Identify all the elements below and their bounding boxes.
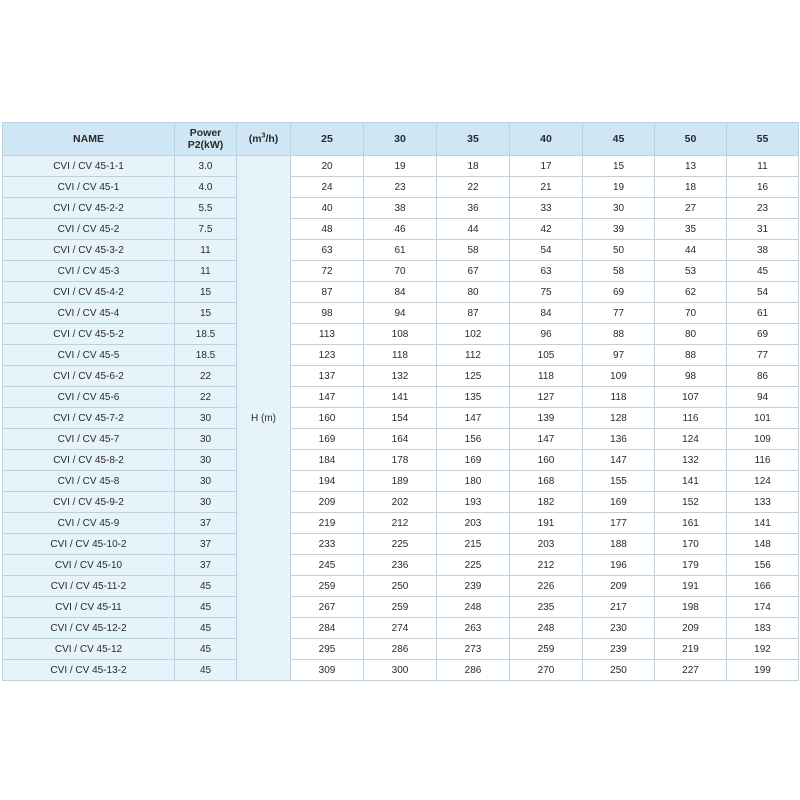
table-row <box>3 366 799 387</box>
head-value-cell: 147 <box>510 429 583 450</box>
power-cell: 45 <box>175 597 237 618</box>
head-value-cell: 161 <box>655 513 727 534</box>
head-value-cell: 141 <box>364 387 437 408</box>
head-value-cell: 217 <box>583 597 655 618</box>
head-value-cell: 86 <box>727 366 799 387</box>
model-name-cell: CVI / CV 45-7 <box>3 429 175 450</box>
header-flow-value: 40 <box>510 123 583 156</box>
table-row <box>3 429 799 450</box>
model-name-cell: CVI / CV 45-13-2 <box>3 660 175 681</box>
head-value-cell: 101 <box>727 408 799 429</box>
head-value-cell: 164 <box>364 429 437 450</box>
power-cell: 15 <box>175 282 237 303</box>
header-flow-value: 50 <box>655 123 727 156</box>
head-value-cell: 11 <box>727 156 799 177</box>
table-row <box>3 471 799 492</box>
head-value-cell: 102 <box>437 324 510 345</box>
power-cell: 5.5 <box>175 198 237 219</box>
model-name-cell: CVI / CV 45-4 <box>3 303 175 324</box>
head-value-cell: 118 <box>364 345 437 366</box>
table-row <box>3 177 799 198</box>
power-cell: 45 <box>175 639 237 660</box>
head-value-cell: 96 <box>510 324 583 345</box>
head-value-cell: 182 <box>510 492 583 513</box>
head-value-cell: 69 <box>583 282 655 303</box>
model-name-cell: CVI / CV 45-9 <box>3 513 175 534</box>
head-value-cell: 61 <box>727 303 799 324</box>
head-value-cell: 42 <box>510 219 583 240</box>
head-value-cell: 259 <box>510 639 583 660</box>
header-flow-sup: 3 <box>261 132 266 140</box>
head-value-cell: 166 <box>727 576 799 597</box>
head-value-cell: 27 <box>655 198 727 219</box>
head-value-cell: 179 <box>655 555 727 576</box>
head-value-cell: 88 <box>583 324 655 345</box>
table-row <box>3 597 799 618</box>
table-row <box>3 576 799 597</box>
power-cell: 30 <box>175 492 237 513</box>
model-name-cell: CVI / CV 45-10-2 <box>3 534 175 555</box>
model-name-cell: CVI / CV 45-3 <box>3 261 175 282</box>
head-value-cell: 54 <box>510 240 583 261</box>
head-value-cell: 31 <box>727 219 799 240</box>
head-value-cell: 69 <box>727 324 799 345</box>
head-value-cell: 203 <box>510 534 583 555</box>
head-value-cell: 230 <box>583 618 655 639</box>
head-value-cell: 132 <box>364 366 437 387</box>
head-value-cell: 118 <box>510 366 583 387</box>
head-value-cell: 169 <box>583 492 655 513</box>
model-name-cell: CVI / CV 45-1-1 <box>3 156 175 177</box>
header-flow-value: 45 <box>583 123 655 156</box>
power-cell: 15 <box>175 303 237 324</box>
head-value-cell: 108 <box>364 324 437 345</box>
power-cell: 22 <box>175 366 237 387</box>
head-value-cell: 273 <box>437 639 510 660</box>
model-name-cell: CVI / CV 45-6-2 <box>3 366 175 387</box>
head-value-cell: 84 <box>510 303 583 324</box>
model-name-cell: CVI / CV 45-12-2 <box>3 618 175 639</box>
power-cell: 45 <box>175 660 237 681</box>
head-value-cell: 212 <box>364 513 437 534</box>
head-value-cell: 236 <box>364 555 437 576</box>
table-row <box>3 198 799 219</box>
head-value-cell: 48 <box>291 219 364 240</box>
header-row <box>3 123 799 156</box>
head-value-cell: 22 <box>437 177 510 198</box>
head-value-cell: 124 <box>655 429 727 450</box>
head-value-cell: 184 <box>291 450 364 471</box>
head-value-cell: 156 <box>437 429 510 450</box>
table-row <box>3 618 799 639</box>
head-value-cell: 194 <box>291 471 364 492</box>
model-name-cell: CVI / CV 45-5 <box>3 345 175 366</box>
head-value-cell: 193 <box>437 492 510 513</box>
table-row <box>3 555 799 576</box>
head-unit-label: H (m) <box>237 156 291 681</box>
head-value-cell: 188 <box>583 534 655 555</box>
head-value-cell: 61 <box>364 240 437 261</box>
head-value-cell: 309 <box>291 660 364 681</box>
head-value-cell: 212 <box>510 555 583 576</box>
head-value-cell: 235 <box>510 597 583 618</box>
table-row <box>3 492 799 513</box>
head-value-cell: 33 <box>510 198 583 219</box>
head-value-cell: 191 <box>510 513 583 534</box>
head-value-cell: 141 <box>727 513 799 534</box>
head-value-cell: 284 <box>291 618 364 639</box>
head-value-cell: 87 <box>437 303 510 324</box>
head-value-cell: 94 <box>727 387 799 408</box>
head-value-cell: 267 <box>291 597 364 618</box>
head-value-cell: 75 <box>510 282 583 303</box>
power-cell: 7.5 <box>175 219 237 240</box>
head-value-cell: 286 <box>364 639 437 660</box>
head-value-cell: 189 <box>364 471 437 492</box>
head-value-cell: 156 <box>727 555 799 576</box>
head-value-cell: 53 <box>655 261 727 282</box>
head-value-cell: 239 <box>437 576 510 597</box>
head-value-cell: 300 <box>364 660 437 681</box>
head-value-cell: 170 <box>655 534 727 555</box>
head-value-cell: 183 <box>727 618 799 639</box>
head-value-cell: 38 <box>364 198 437 219</box>
head-value-cell: 112 <box>437 345 510 366</box>
header-flow-unit <box>237 123 291 156</box>
head-value-cell: 239 <box>583 639 655 660</box>
power-cell: 45 <box>175 576 237 597</box>
head-value-cell: 19 <box>583 177 655 198</box>
head-value-cell: 18 <box>655 177 727 198</box>
head-value-cell: 259 <box>364 597 437 618</box>
model-name-cell: CVI / CV 45-7-2 <box>3 408 175 429</box>
head-value-cell: 77 <box>727 345 799 366</box>
head-value-cell: 23 <box>364 177 437 198</box>
head-value-cell: 40 <box>291 198 364 219</box>
head-value-cell: 109 <box>583 366 655 387</box>
head-value-cell: 116 <box>727 450 799 471</box>
model-name-cell: CVI / CV 45-8-2 <box>3 450 175 471</box>
head-value-cell: 202 <box>364 492 437 513</box>
header-name: NAME <box>3 123 175 156</box>
head-value-cell: 18 <box>437 156 510 177</box>
model-name-cell: CVI / CV 45-2 <box>3 219 175 240</box>
table-row <box>3 156 799 177</box>
table-row <box>3 387 799 408</box>
model-name-cell: CVI / CV 45-4-2 <box>3 282 175 303</box>
head-value-cell: 77 <box>583 303 655 324</box>
head-value-cell: 35 <box>655 219 727 240</box>
table-row <box>3 450 799 471</box>
model-name-cell: CVI / CV 45-5-2 <box>3 324 175 345</box>
head-value-cell: 139 <box>510 408 583 429</box>
head-value-cell: 124 <box>727 471 799 492</box>
head-value-cell: 198 <box>655 597 727 618</box>
head-value-cell: 191 <box>655 576 727 597</box>
head-value-cell: 169 <box>291 429 364 450</box>
power-cell: 4.0 <box>175 177 237 198</box>
head-value-cell: 248 <box>510 618 583 639</box>
head-value-cell: 118 <box>583 387 655 408</box>
head-value-cell: 178 <box>364 450 437 471</box>
head-value-cell: 23 <box>727 198 799 219</box>
head-value-cell: 219 <box>655 639 727 660</box>
head-value-cell: 209 <box>291 492 364 513</box>
head-value-cell: 21 <box>510 177 583 198</box>
header-flow-suffix: /h) <box>265 133 279 145</box>
table-row <box>3 534 799 555</box>
table-row <box>3 219 799 240</box>
head-value-cell: 137 <box>291 366 364 387</box>
header-flow-prefix: (m <box>248 133 262 145</box>
head-value-cell: 46 <box>364 219 437 240</box>
performance-table <box>2 122 799 681</box>
head-value-cell: 63 <box>510 261 583 282</box>
head-value-cell: 44 <box>655 240 727 261</box>
model-name-cell: CVI / CV 45-2-2 <box>3 198 175 219</box>
header-power <box>175 123 237 156</box>
head-value-cell: 155 <box>583 471 655 492</box>
head-value-cell: 168 <box>510 471 583 492</box>
power-cell: 37 <box>175 513 237 534</box>
head-value-cell: 116 <box>655 408 727 429</box>
head-value-cell: 274 <box>364 618 437 639</box>
head-value-cell: 263 <box>437 618 510 639</box>
head-value-cell: 245 <box>291 555 364 576</box>
head-value-cell: 225 <box>437 555 510 576</box>
head-value-cell: 215 <box>437 534 510 555</box>
head-value-cell: 109 <box>727 429 799 450</box>
head-value-cell: 30 <box>583 198 655 219</box>
power-cell: 30 <box>175 471 237 492</box>
head-value-cell: 250 <box>583 660 655 681</box>
head-value-cell: 227 <box>655 660 727 681</box>
header-flow-value: 55 <box>727 123 799 156</box>
head-value-cell: 123 <box>291 345 364 366</box>
head-value-cell: 127 <box>510 387 583 408</box>
table-row <box>3 408 799 429</box>
head-value-cell: 226 <box>510 576 583 597</box>
power-cell: 18.5 <box>175 345 237 366</box>
model-name-cell: CVI / CV 45-9-2 <box>3 492 175 513</box>
head-value-cell: 19 <box>364 156 437 177</box>
head-value-cell: 54 <box>727 282 799 303</box>
table-row <box>3 303 799 324</box>
head-value-cell: 98 <box>291 303 364 324</box>
model-name-cell: CVI / CV 45-12 <box>3 639 175 660</box>
head-value-cell: 169 <box>437 450 510 471</box>
table-row <box>3 639 799 660</box>
table-row <box>3 660 799 681</box>
head-value-cell: 219 <box>291 513 364 534</box>
head-value-cell: 295 <box>291 639 364 660</box>
model-name-cell: CVI / CV 45-3-2 <box>3 240 175 261</box>
power-cell: 30 <box>175 408 237 429</box>
model-name-cell: CVI / CV 45-10 <box>3 555 175 576</box>
head-value-cell: 70 <box>364 261 437 282</box>
head-value-cell: 113 <box>291 324 364 345</box>
table-row <box>3 261 799 282</box>
head-value-cell: 50 <box>583 240 655 261</box>
head-value-cell: 94 <box>364 303 437 324</box>
header-flow-value: 25 <box>291 123 364 156</box>
head-value-cell: 107 <box>655 387 727 408</box>
table-row <box>3 240 799 261</box>
head-value-cell: 44 <box>437 219 510 240</box>
head-value-cell: 209 <box>655 618 727 639</box>
head-value-cell: 132 <box>655 450 727 471</box>
head-value-cell: 70 <box>655 303 727 324</box>
head-value-cell: 72 <box>291 261 364 282</box>
head-value-cell: 147 <box>437 408 510 429</box>
head-value-cell: 147 <box>291 387 364 408</box>
table-row <box>3 513 799 534</box>
head-value-cell: 233 <box>291 534 364 555</box>
head-value-cell: 152 <box>655 492 727 513</box>
head-value-cell: 135 <box>437 387 510 408</box>
head-value-cell: 80 <box>437 282 510 303</box>
power-cell: 37 <box>175 534 237 555</box>
performance-table-container <box>2 122 798 681</box>
head-value-cell: 20 <box>291 156 364 177</box>
power-cell: 30 <box>175 450 237 471</box>
head-value-cell: 160 <box>291 408 364 429</box>
head-value-cell: 148 <box>727 534 799 555</box>
head-value-cell: 160 <box>510 450 583 471</box>
head-value-cell: 196 <box>583 555 655 576</box>
head-value-cell: 38 <box>727 240 799 261</box>
power-cell: 45 <box>175 618 237 639</box>
table-body <box>3 156 799 681</box>
head-value-cell: 286 <box>437 660 510 681</box>
table-row <box>3 324 799 345</box>
head-value-cell: 17 <box>510 156 583 177</box>
model-name-cell: CVI / CV 45-11 <box>3 597 175 618</box>
head-value-cell: 63 <box>291 240 364 261</box>
table-row <box>3 345 799 366</box>
head-value-cell: 192 <box>727 639 799 660</box>
head-value-cell: 58 <box>437 240 510 261</box>
head-value-cell: 125 <box>437 366 510 387</box>
head-value-cell: 80 <box>655 324 727 345</box>
head-value-cell: 67 <box>437 261 510 282</box>
head-value-cell: 248 <box>437 597 510 618</box>
head-value-cell: 13 <box>655 156 727 177</box>
head-value-cell: 250 <box>364 576 437 597</box>
head-value-cell: 147 <box>583 450 655 471</box>
head-value-cell: 97 <box>583 345 655 366</box>
power-cell: 18.5 <box>175 324 237 345</box>
head-value-cell: 180 <box>437 471 510 492</box>
head-value-cell: 45 <box>727 261 799 282</box>
head-value-cell: 177 <box>583 513 655 534</box>
power-cell: 3.0 <box>175 156 237 177</box>
head-value-cell: 203 <box>437 513 510 534</box>
head-value-cell: 154 <box>364 408 437 429</box>
head-value-cell: 16 <box>727 177 799 198</box>
head-value-cell: 36 <box>437 198 510 219</box>
head-value-cell: 88 <box>655 345 727 366</box>
head-value-cell: 58 <box>583 261 655 282</box>
head-value-cell: 128 <box>583 408 655 429</box>
head-value-cell: 136 <box>583 429 655 450</box>
power-cell: 30 <box>175 429 237 450</box>
head-value-cell: 259 <box>291 576 364 597</box>
header-power-line1: Power <box>189 127 222 139</box>
table-row <box>3 282 799 303</box>
power-cell: 37 <box>175 555 237 576</box>
head-value-cell: 209 <box>583 576 655 597</box>
head-value-cell: 270 <box>510 660 583 681</box>
head-value-cell: 84 <box>364 282 437 303</box>
head-value-cell: 15 <box>583 156 655 177</box>
head-value-cell: 141 <box>655 471 727 492</box>
head-value-cell: 133 <box>727 492 799 513</box>
head-value-cell: 62 <box>655 282 727 303</box>
model-name-cell: CVI / CV 45-11-2 <box>3 576 175 597</box>
head-value-cell: 225 <box>364 534 437 555</box>
power-cell: 22 <box>175 387 237 408</box>
head-value-cell: 24 <box>291 177 364 198</box>
head-value-cell: 87 <box>291 282 364 303</box>
model-name-cell: CVI / CV 45-8 <box>3 471 175 492</box>
head-value-cell: 105 <box>510 345 583 366</box>
header-power-line2: P2(kW) <box>187 139 224 151</box>
model-name-cell: CVI / CV 45-1 <box>3 177 175 198</box>
head-value-cell: 174 <box>727 597 799 618</box>
header-flow-value: 35 <box>437 123 510 156</box>
model-name-cell: CVI / CV 45-6 <box>3 387 175 408</box>
head-value-cell: 199 <box>727 660 799 681</box>
head-value-cell: 98 <box>655 366 727 387</box>
header-flow-value: 30 <box>364 123 437 156</box>
head-value-cell: 39 <box>583 219 655 240</box>
power-cell: 11 <box>175 261 237 282</box>
power-cell: 11 <box>175 240 237 261</box>
